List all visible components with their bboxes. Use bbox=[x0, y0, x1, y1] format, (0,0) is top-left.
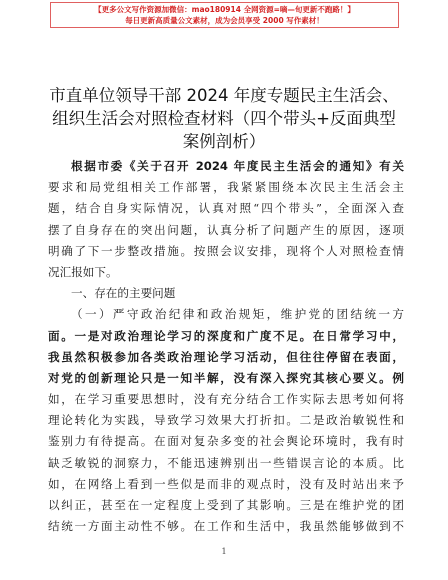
body-line: 鉴别力有待提高。在面对复杂多变的社会舆论环境时，我有时 bbox=[48, 434, 404, 449]
body-line: 摆了自身存在的突出问题，认真分析了问题产生的原因，逐项 bbox=[48, 222, 404, 237]
document-title bbox=[40, 84, 408, 153]
title-line-3: 案例剖析） bbox=[182, 132, 266, 151]
body-line: 题，结合自身实际情况，认真对照“四个带头”，全面深入查 bbox=[48, 201, 404, 216]
body-line: 况汇报如下。 bbox=[48, 264, 118, 279]
title-line-1: 市直单位领导干部 2024 年度专题民主生活会、 bbox=[49, 86, 399, 105]
body-line: 明确了下一步整改措施。按照会议安排，现将个人对照检查情 bbox=[48, 243, 404, 258]
body-line: 要求和局党组相关工作部署，我紧紧围绕本次民主生活会主 bbox=[48, 180, 404, 195]
body-line: 根据市委《关于召开 2024 年度民主生活会的通知》有关 bbox=[71, 159, 404, 173]
subsection-heading: （一）严守政治纪律和政治规矩，维护党的团结统一方 bbox=[71, 307, 404, 322]
page-number: 1 bbox=[221, 547, 227, 556]
body-line: 对党的创新理论只是一知半解，没有深入探究其核心要义。例 bbox=[48, 370, 404, 385]
promo-banner-line1: 【更多公文写作资源加微信：mao180914 全网资源=嘀—旬更新不跑路！】 bbox=[94, 5, 355, 14]
body-line: 结统一方面主动性不够。在工作和生活中，我虽然能够做到不 bbox=[48, 519, 404, 534]
body-line: 缺乏敏锐的洞察力，不能迅速辨别出一些错误言论的本质。比 bbox=[48, 455, 404, 470]
body-line: 面。一是对政治理论学习的深度和广度不足。在日常学习中， bbox=[48, 328, 404, 343]
promo-banner-line2: 每日更新高质量公文素材，成为会员享受 2000 写作素材！ bbox=[125, 16, 324, 25]
body-line: 我虽然积极参加各类政治理论学习活动，但往往停留在表面， bbox=[48, 349, 404, 364]
promo-banner bbox=[50, 2, 399, 28]
title-line-2: 组织生活会对照检查材料（四个带头+反面典型 bbox=[52, 109, 396, 128]
body-line: 如，在网络上看到一些似是而非的观点时，没有及时站出来予 bbox=[48, 476, 404, 491]
body-line: 以纠正，甚至在一定程度上受到了其影响。三是在维护党的团 bbox=[48, 498, 404, 512]
body-line: 如，在学习重要思想时，没有充分结合工作实际去思考如何将 bbox=[48, 392, 404, 407]
body-line: 理论转化为实践，导致学习效果大打折扣。二是政治敏锐性和 bbox=[48, 413, 404, 428]
section-heading: 一、存在的主要问题 bbox=[71, 286, 176, 301]
document-body bbox=[48, 156, 404, 537]
